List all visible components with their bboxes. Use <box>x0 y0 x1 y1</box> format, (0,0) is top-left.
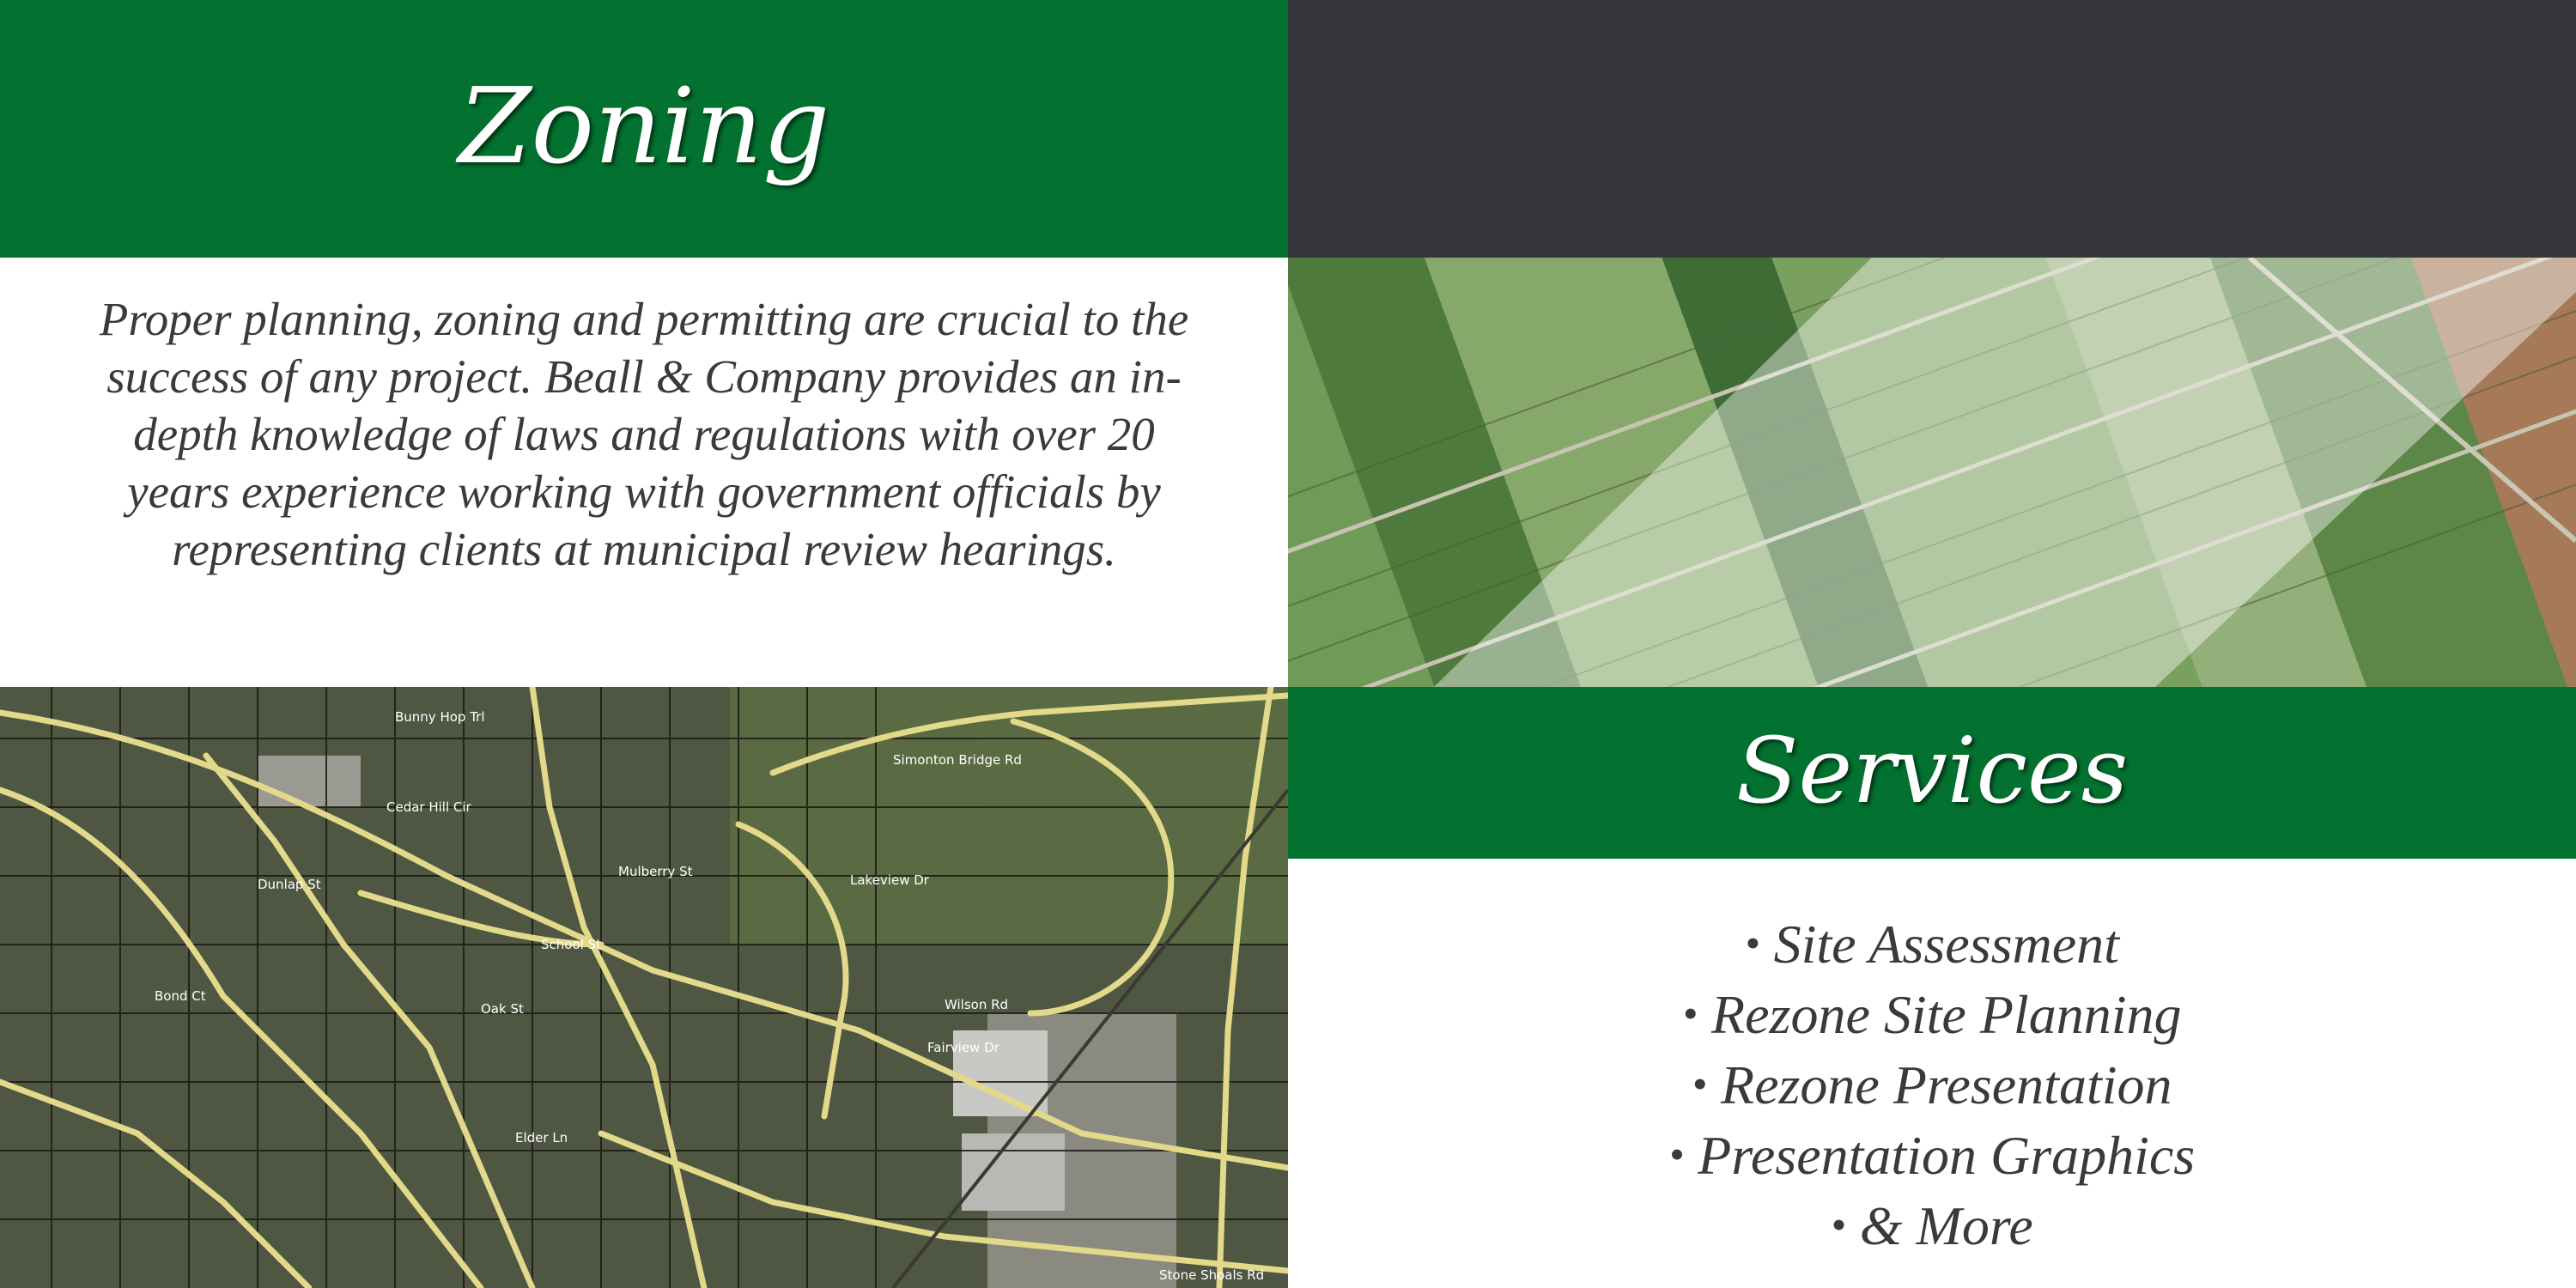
map-label-stone-shoals-rd: Stone Shoals Rd <box>1159 1267 1265 1283</box>
zoning-parcel-map <box>0 687 1288 1288</box>
service-item: • Presentation Graphics <box>1288 1120 2576 1190</box>
map-label-bond-ct: Bond Ct <box>155 988 206 1004</box>
service-item: • & More <box>1288 1190 2576 1261</box>
map-label-mulberry-st: Mulberry St <box>618 864 693 879</box>
map-label-wilson-rd: Wilson Rd <box>945 997 1009 1012</box>
map-label-cedar-hill-cir: Cedar Hill Cir <box>386 799 471 815</box>
zoning-description: Proper planning, zoning and permitting are crucial to the success of any project. Beall & Company provides an in-depth knowledge of laws and regulations with over 20 years experience working with government officials by representing clients at municipal review hearings. <box>99 293 1189 575</box>
map-label-simonton-bridge-rd: Simonton Bridge Rd <box>893 752 1022 768</box>
service-item: • Rezone Site Planning <box>1288 979 2576 1049</box>
zoning-header <box>0 0 1288 258</box>
zoning-title: Zoning <box>458 65 830 187</box>
map-label-lakeview-dr: Lakeview Dr <box>850 872 929 888</box>
map-label-school-st: School St <box>541 937 601 952</box>
service-item: • Site Assessment <box>1288 908 2576 979</box>
map-label-elder-ln: Elder Ln <box>515 1130 568 1145</box>
services-title: Services <box>1735 718 2129 823</box>
services-list <box>1288 908 2576 1261</box>
services-header <box>1288 687 2576 859</box>
map-label-dunlap-st: Dunlap St <box>258 877 321 892</box>
map-label-oak-st: Oak St <box>481 1001 524 1017</box>
map-label-bunny-hop-trl: Bunny Hop Trl <box>395 709 485 725</box>
service-item: • Rezone Presentation <box>1288 1049 2576 1120</box>
dark-header-band <box>1288 0 2576 258</box>
farmland-aerial-photo <box>1288 258 2576 687</box>
map-label-fairview-dr: Fairview Dr <box>927 1040 999 1055</box>
